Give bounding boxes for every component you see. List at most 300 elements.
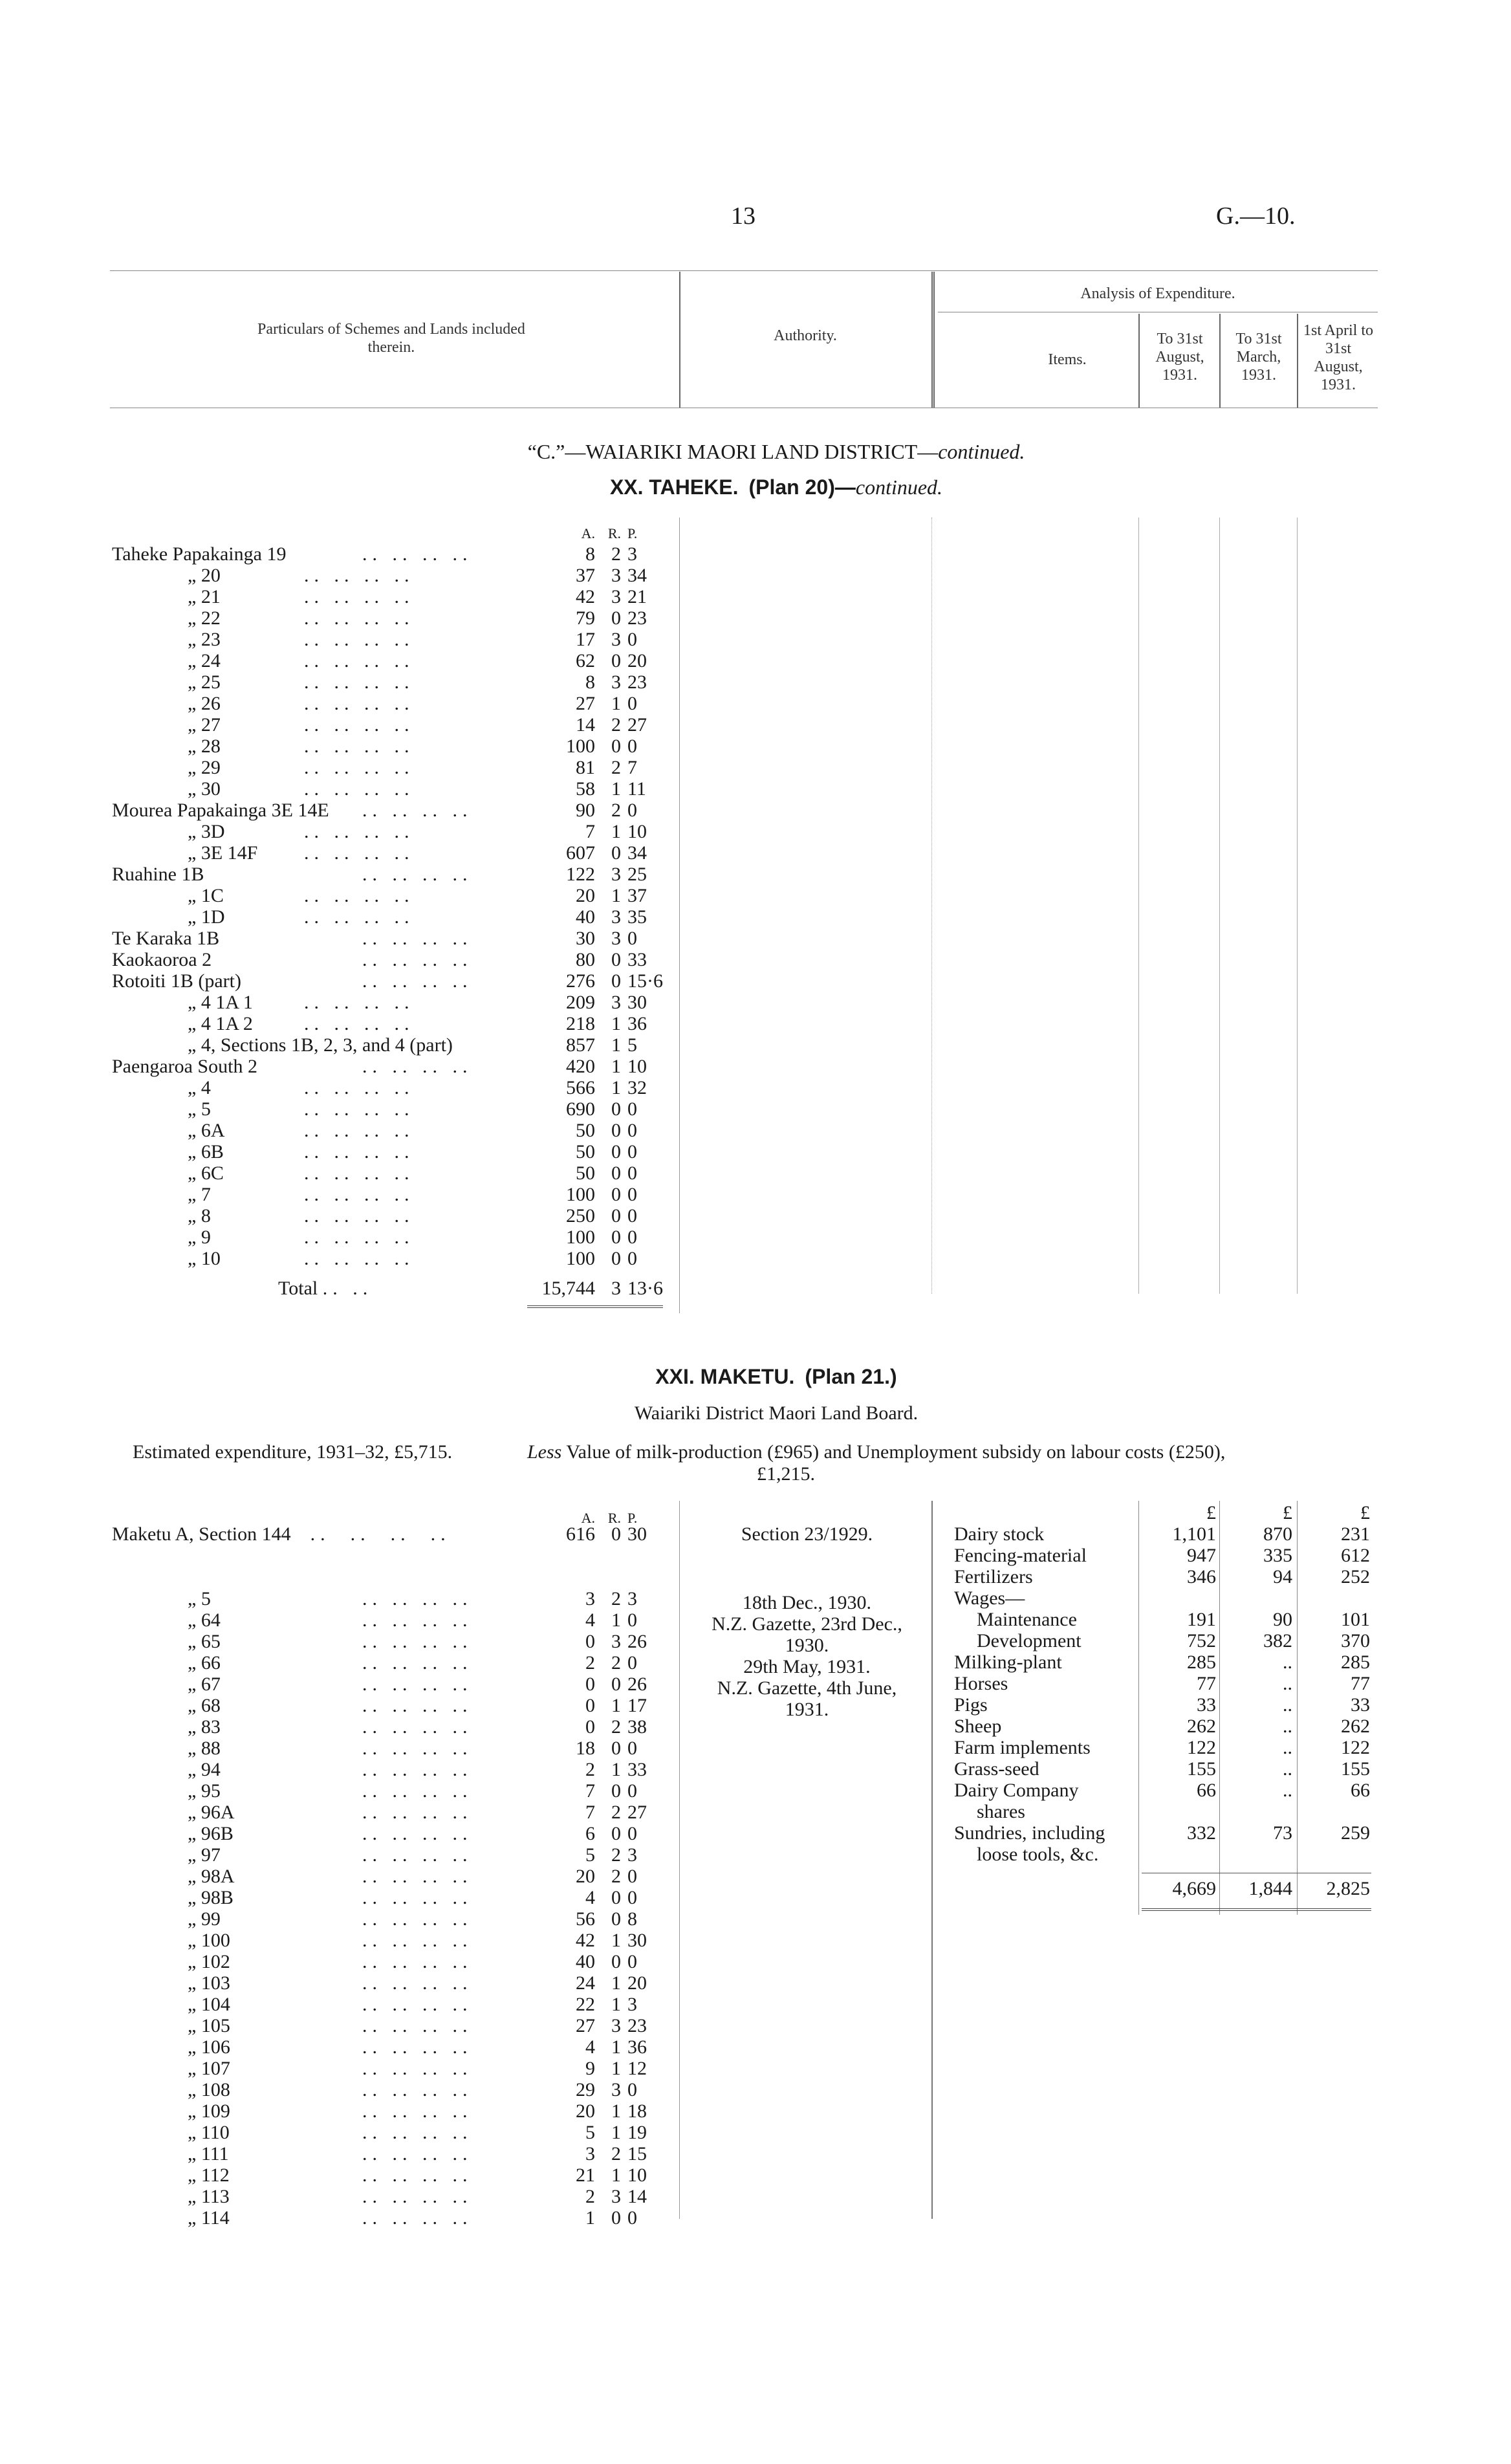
table-cell-roods: 1: [611, 2058, 621, 2079]
table-row-label: „ 64: [188, 1609, 221, 1631]
item-cell-col3: 101: [1341, 1609, 1370, 1630]
table-cell-acres: 420: [566, 1056, 595, 1077]
table-cell-acres: 79: [576, 607, 595, 629]
table-cell-perches: 0: [627, 1823, 637, 1844]
leader-dots: .. .. .. ..: [362, 1844, 473, 1866]
leader-dots: .. .. .. ..: [362, 1674, 473, 1695]
table-cell-acres: 50: [576, 1141, 595, 1162]
item-label: Sundries, including: [954, 1822, 1105, 1844]
table-cell-acres: 100: [566, 1248, 595, 1269]
table-row-label: „ 23: [188, 629, 221, 650]
table-cell-acres: 0: [585, 1631, 595, 1652]
leader-dots: .. .. .. ..: [362, 1972, 473, 1994]
table-cell-roods: 0: [611, 1098, 621, 1120]
maketu-rule-3: [1138, 1501, 1139, 1915]
table-cell-acres: 100: [566, 736, 595, 757]
table-cell-perches: 33: [627, 1759, 647, 1780]
item-cell-col3: 285: [1341, 1652, 1370, 1673]
leader-dots: .. .. .. ..: [362, 1780, 473, 1802]
item-cell-col1: 332: [1187, 1822, 1216, 1844]
maketu-less: Less Value of milk-production (£965) and Unemployment subsidy on labour costs (£250),: [527, 1441, 1226, 1463]
table-cell-perches: 17: [627, 1695, 647, 1716]
table-row-label: „ 1D: [188, 906, 225, 928]
table-row-label: „ 3D: [188, 821, 225, 842]
leader-dots: .. .. .. ..: [304, 1013, 415, 1034]
page-number: 13: [731, 202, 756, 230]
table-cell-roods: 2: [611, 714, 621, 736]
leader-dots: .. .. .. ..: [362, 1588, 473, 1609]
table-cell-acres: 1: [585, 2207, 595, 2229]
taheke-rule-3: [1138, 518, 1139, 1294]
table-cell-roods: 0: [611, 1823, 621, 1844]
leader-dots: .. .. .. ..: [362, 2079, 473, 2100]
table-row-label: „ 107: [188, 2058, 230, 2079]
authority-line: 18th Dec., 1930.: [742, 1592, 872, 1613]
table-row-label: „ 8: [188, 1205, 211, 1227]
item-cell-col1: 262: [1187, 1716, 1216, 1737]
table-cell-roods: 3: [611, 864, 621, 885]
table-row-label: „ 113: [188, 2186, 230, 2207]
items-total-c1: 4,669: [1172, 1878, 1216, 1899]
table-cell-roods: 0: [611, 1780, 621, 1802]
leader-dots: .. .. .. ..: [362, 2058, 473, 2079]
table-cell-acres: 2: [585, 1652, 595, 1674]
item-cell-col3: 122: [1341, 1737, 1370, 1758]
leader-dots: .. .. .. ..: [304, 671, 415, 693]
table-cell-acres: 81: [576, 757, 595, 778]
item-cell-col1: 346: [1187, 1566, 1216, 1587]
header-divider-4: [1219, 314, 1221, 408]
table-cell-acres: 209: [566, 992, 595, 1013]
maketu-first-a: 616: [566, 1523, 595, 1545]
table-cell-acres: 80: [576, 949, 595, 970]
leader-dots: .. .. .. ..: [304, 1227, 415, 1248]
taheke-rule-2: [931, 518, 932, 1294]
table-row-label: „ 83: [188, 1716, 221, 1738]
table-cell-acres: 27: [576, 2015, 595, 2036]
table-row-label: „ 110: [188, 2122, 230, 2143]
table-cell-perches: 23: [627, 2015, 647, 2036]
table-cell-perches: 0: [627, 1120, 637, 1141]
table-row-label: „ 98B: [188, 1887, 234, 1908]
table-row-label: „ 5: [188, 1588, 211, 1609]
item-label: shares: [977, 1801, 1025, 1822]
item-cell-col2: ..: [1283, 1737, 1292, 1758]
table-cell-roods: 0: [611, 1887, 621, 1908]
maketu-rule-1: [679, 1501, 680, 2219]
table-cell-roods: 0: [611, 2207, 621, 2229]
table-cell-perches: 0: [627, 1162, 637, 1184]
table-cell-roods: 2: [611, 1866, 621, 1887]
leader-dots: .. .. .. ..: [304, 906, 415, 928]
table-cell-perches: 0: [627, 1951, 637, 1972]
leader-dots: .. .. .. ..: [304, 992, 415, 1013]
table-cell-perches: 0: [627, 2079, 637, 2100]
table-cell-perches: 33: [627, 949, 647, 970]
leader-dots: .. .. .. ..: [362, 1802, 473, 1823]
table-cell-perches: 0: [627, 1248, 637, 1269]
table-cell-perches: 20: [627, 650, 647, 671]
taheke-total-label: Total .. ..: [278, 1278, 373, 1299]
table-cell-roods: 2: [611, 800, 621, 821]
leader-dots: .. .. .. ..: [362, 864, 473, 885]
table-cell-acres: 2: [585, 1759, 595, 1780]
taheke-rule-5: [1297, 518, 1298, 1294]
table-cell-perches: 3: [627, 543, 637, 565]
table-cell-roods: 3: [611, 586, 621, 607]
table-row-label: „ 114: [188, 2207, 230, 2229]
items-total-c2: 1,844: [1248, 1878, 1292, 1899]
table-cell-roods: 3: [611, 2079, 621, 2100]
table-cell-perches: 12: [627, 2058, 647, 2079]
item-cell-col3: 33: [1351, 1694, 1370, 1716]
leader-dots: .. .. .. ..: [362, 1951, 473, 1972]
authority-line: Section 23/1929.: [741, 1523, 873, 1545]
currency-col1: £: [1206, 1502, 1216, 1523]
table-cell-roods: 2: [611, 2143, 621, 2164]
taheke-rule-1: [679, 518, 680, 1313]
item-cell-col2: ..: [1283, 1673, 1292, 1694]
table-cell-roods: 1: [611, 2122, 621, 2143]
table-cell-perches: 32: [627, 1077, 647, 1098]
maketu-rule-4: [1219, 1501, 1220, 1915]
authority-line: 29th May, 1931.: [743, 1656, 871, 1677]
leader-dots: .. .. .. ..: [362, 949, 473, 970]
table-cell-acres: 250: [566, 1205, 595, 1227]
authority-line: 1930.: [785, 1635, 829, 1656]
table-cell-acres: 857: [566, 1034, 595, 1056]
item-cell-col1: 1,101: [1172, 1523, 1216, 1545]
table-cell-perches: 21: [627, 586, 647, 607]
table-cell-acres: 20: [576, 2100, 595, 2122]
taheke-total-p: 13·6: [627, 1278, 663, 1299]
table-cell-roods: 0: [611, 1738, 621, 1759]
item-cell-col1: 191: [1187, 1609, 1216, 1630]
leader-dots: .. .. .. ..: [304, 885, 415, 906]
table-cell-acres: 42: [576, 586, 595, 607]
table-cell-roods: 0: [611, 1162, 621, 1184]
taheke-col-r: R.: [607, 525, 621, 541]
district-title: “C.”—WAIARIKI MAORI LAND DISTRICT—continued.: [527, 440, 1025, 463]
table-row-label: „ 24: [188, 650, 221, 671]
table-cell-perches: 0: [627, 1184, 637, 1205]
table-cell-roods: 3: [611, 2186, 621, 2207]
table-cell-acres: 122: [566, 864, 595, 885]
item-cell-col2: 382: [1263, 1630, 1292, 1652]
item-cell-col1: 752: [1187, 1630, 1216, 1652]
table-cell-roods: 3: [611, 671, 621, 693]
leader-dots: .. .. .. ..: [304, 714, 415, 736]
leader-dots: .. .. .. ..: [362, 1908, 473, 1930]
table-cell-acres: 3: [585, 2143, 595, 2164]
taheke-total-r: 3: [611, 1278, 621, 1299]
item-label: Fencing-material: [954, 1545, 1087, 1566]
table-cell-roods: 0: [611, 736, 621, 757]
table-cell-roods: 2: [611, 1716, 621, 1738]
leader-dots: .. .. .. ..: [362, 1823, 473, 1844]
table-cell-perches: 0: [627, 1738, 637, 1759]
table-row-label: Te Karaka 1B: [112, 928, 220, 949]
table-row-label: Ruahine 1B: [112, 864, 204, 885]
table-row-label: „ 65: [188, 1631, 221, 1652]
table-cell-acres: 20: [576, 885, 595, 906]
table-cell-roods: 1: [611, 1013, 621, 1034]
table-cell-acres: 18: [576, 1738, 595, 1759]
taheke-col-p: P.: [627, 525, 638, 541]
table-row-label: „ 66: [188, 1652, 221, 1674]
table-cell-roods: 0: [611, 1120, 621, 1141]
header-particulars: Particulars of Schemes and Lands included therein.: [257, 321, 525, 356]
header-divider-2: [931, 272, 935, 408]
table-cell-acres: 0: [585, 1674, 595, 1695]
taheke-total-a: 15,744: [541, 1278, 595, 1299]
table-cell-roods: 1: [611, 693, 621, 714]
leader-dots: .. .. .. ..: [304, 586, 415, 607]
table-cell-perches: 5: [627, 1034, 637, 1056]
header-divider-1: [679, 272, 680, 408]
document-ref: G.—10.: [1216, 202, 1296, 230]
table-cell-roods: 1: [611, 885, 621, 906]
item-label: Dairy Company: [954, 1780, 1079, 1801]
table-cell-perches: 0: [627, 1227, 637, 1248]
table-cell-perches: 36: [627, 2036, 647, 2058]
table-row-label: „ 67: [188, 1674, 221, 1695]
item-cell-col2: 73: [1273, 1822, 1292, 1844]
table-cell-perches: 23: [627, 607, 647, 629]
header-top-rule: [110, 270, 1378, 271]
item-cell-col2: 94: [1273, 1566, 1292, 1587]
leader-dots: .. .. .. ..: [362, 1652, 473, 1674]
item-cell-col2: 335: [1263, 1545, 1292, 1566]
table-cell-roods: 0: [611, 650, 621, 671]
item-cell-col3: 77: [1351, 1673, 1370, 1694]
table-cell-acres: 29: [576, 2079, 595, 2100]
maketu-col-r: R.: [607, 1510, 621, 1526]
item-label: Sheep: [954, 1716, 1002, 1737]
table-row-label: Kaokaoroa 2: [112, 949, 212, 970]
leader-dots: .. .. .. ..: [304, 757, 415, 778]
leader-dots: .. .. .. ..: [362, 1994, 473, 2015]
table-row-label: „ 30: [188, 778, 221, 800]
table-cell-roods: 3: [611, 928, 621, 949]
table-row-label: „ 109: [188, 2100, 230, 2122]
item-cell-col3: 252: [1341, 1566, 1370, 1587]
leader-dots: .. .. .. ..: [362, 2036, 473, 2058]
item-cell-col3: 231: [1341, 1523, 1370, 1545]
table-row-label: „ 4 1A 2: [188, 1013, 253, 1034]
item-cell-col1: 77: [1197, 1673, 1216, 1694]
table-cell-perches: 26: [627, 1631, 647, 1652]
table-cell-roods: 0: [611, 842, 621, 864]
table-cell-perches: 35: [627, 906, 647, 928]
items-total-c3: 2,825: [1326, 1878, 1370, 1899]
table-row-label: „ 20: [188, 565, 221, 586]
table-row-label: „ 97: [188, 1844, 221, 1866]
table-cell-acres: 100: [566, 1184, 595, 1205]
table-cell-roods: 1: [611, 1930, 621, 1951]
table-cell-acres: 20: [576, 1866, 595, 1887]
currency-col2: £: [1283, 1502, 1292, 1523]
maketu-col-p: P.: [627, 1510, 638, 1526]
table-row-label: „ 10: [188, 1248, 221, 1269]
table-cell-perches: 15: [627, 2143, 647, 2164]
table-cell-perches: 36: [627, 1013, 647, 1034]
table-cell-perches: 0: [627, 1609, 637, 1631]
maketu-rule-5: [1297, 1501, 1298, 1915]
table-row-label: „ 28: [188, 736, 221, 757]
leader-dots: .. .. .. ..: [304, 736, 415, 757]
table-cell-perches: 25: [627, 864, 647, 885]
header-analysis: Analysis of Expenditure.: [1080, 285, 1235, 302]
table-cell-acres: 30: [576, 928, 595, 949]
table-cell-roods: 0: [611, 970, 621, 992]
table-cell-acres: 40: [576, 1951, 595, 1972]
table-cell-acres: 0: [585, 1695, 595, 1716]
table-cell-perches: 37: [627, 885, 647, 906]
item-cell-col2: ..: [1283, 1716, 1292, 1737]
table-row-label: „ 98A: [188, 1866, 235, 1887]
leader-dots: .. .. .. ..: [362, 2015, 473, 2036]
table-cell-roods: 1: [611, 1994, 621, 2015]
table-cell-acres: 62: [576, 650, 595, 671]
table-cell-perches: 38: [627, 1716, 647, 1738]
item-cell-col2: ..: [1283, 1758, 1292, 1780]
table-cell-perches: 23: [627, 671, 647, 693]
table-row-label: „ 4, Sections 1B, 2, 3, and 4 (part): [188, 1034, 453, 1056]
items-total-bottom-rule: [1142, 1908, 1371, 1911]
authority-line: N.Z. Gazette, 23rd Dec.,: [712, 1613, 902, 1635]
item-label: Horses: [954, 1673, 1008, 1694]
table-row-label: „ 3E 14F: [188, 842, 258, 864]
item-label: Grass-seed: [954, 1758, 1039, 1780]
leader-dots: .. .. .. ..: [304, 842, 415, 864]
item-cell-col1: 155: [1187, 1758, 1216, 1780]
table-row-label: „ 27: [188, 714, 221, 736]
table-cell-acres: 100: [566, 1227, 595, 1248]
table-row-label: „ 29: [188, 757, 221, 778]
table-cell-acres: 607: [566, 842, 595, 864]
table-row-label: „ 108: [188, 2079, 230, 2100]
item-label: Fertilizers: [954, 1566, 1033, 1587]
table-row-label: „ 111: [188, 2143, 229, 2164]
leader-dots: .. .. .. ..: [362, 1759, 473, 1780]
table-cell-acres: 9: [585, 2058, 595, 2079]
table-cell-perches: 34: [627, 565, 647, 586]
table-cell-roods: 3: [611, 992, 621, 1013]
item-cell-col2: 90: [1273, 1609, 1292, 1630]
header-items: Items.: [1048, 351, 1087, 368]
table-cell-perches: 0: [627, 2207, 637, 2229]
table-cell-acres: 218: [566, 1013, 595, 1034]
table-cell-roods: 0: [611, 1184, 621, 1205]
table-cell-perches: 20: [627, 1972, 647, 1994]
leader-dots: .. .. .. ..: [362, 543, 473, 565]
maketu-first-row: Maketu A, Section 144 .. .. .. ..: [112, 1523, 451, 1545]
taheke-title: XX. TAHEKE. (Plan 20)—continued.: [609, 475, 943, 499]
leader-dots: .. .. .. ..: [304, 1248, 415, 1269]
taheke-total-rule: [527, 1305, 663, 1308]
table-cell-acres: 4: [585, 1609, 595, 1631]
leader-dots: .. .. .. ..: [362, 2164, 473, 2186]
authority-line: 1931.: [785, 1699, 829, 1720]
leader-dots: .. .. .. ..: [362, 1631, 473, 1652]
table-row-label: „ 96A: [188, 1802, 235, 1823]
leader-dots: .. .. .. ..: [304, 629, 415, 650]
item-label: Wages—: [954, 1587, 1025, 1609]
leader-dots: .. .. .. ..: [362, 800, 473, 821]
table-cell-roods: 1: [611, 1972, 621, 1994]
item-label: loose tools, &c.: [977, 1844, 1099, 1865]
leader-dots: .. .. .. ..: [304, 1077, 415, 1098]
table-row-label: Taheke Papakainga 19: [112, 543, 287, 565]
table-row-label: „ 6B: [188, 1141, 224, 1162]
item-label: Dairy stock: [954, 1523, 1045, 1545]
table-cell-acres: 5: [585, 2122, 595, 2143]
table-cell-roods: 0: [611, 1951, 621, 1972]
leader-dots: .. .. .. ..: [362, 1716, 473, 1738]
table-cell-roods: 1: [611, 1609, 621, 1631]
leader-dots: .. .. .. ..: [304, 650, 415, 671]
taheke-col-a: A.: [581, 525, 595, 541]
table-row-label: „ 22: [188, 607, 221, 629]
table-cell-perches: 30: [627, 992, 647, 1013]
header-divider-3: [1138, 314, 1140, 408]
table-cell-perches: 3: [627, 1588, 637, 1609]
table-row-label: „ 88: [188, 1738, 221, 1759]
table-cell-acres: 58: [576, 778, 595, 800]
authority-line: N.Z. Gazette, 4th June,: [717, 1677, 897, 1699]
table-cell-acres: 3: [585, 1588, 595, 1609]
table-cell-roods: 1: [611, 1056, 621, 1077]
leader-dots: .. .. .. ..: [362, 928, 473, 949]
maketu-less-total: £1,215.: [757, 1463, 815, 1485]
leader-dots: .. .. .. ..: [304, 778, 415, 800]
table-cell-roods: 0: [611, 1141, 621, 1162]
table-cell-roods: 0: [611, 949, 621, 970]
item-cell-col3: 155: [1341, 1758, 1370, 1780]
table-cell-perches: 11: [627, 778, 646, 800]
leader-dots: .. .. .. ..: [362, 2143, 473, 2164]
table-cell-acres: 17: [576, 629, 595, 650]
table-cell-perches: 0: [627, 1205, 637, 1227]
leader-dots: .. .. .. ..: [362, 1609, 473, 1631]
table-cell-perches: 18: [627, 2100, 647, 2122]
leader-dots: .. .. .. ..: [362, 970, 473, 992]
maketu-board: Waiariki District Maori Land Board.: [634, 1402, 919, 1424]
item-label: Pigs: [954, 1694, 988, 1716]
table-cell-acres: 50: [576, 1162, 595, 1184]
header-divider-5: [1297, 314, 1298, 408]
table-cell-perches: 27: [627, 1802, 647, 1823]
table-cell-roods: 2: [611, 1652, 621, 1674]
table-row-label: „ 102: [188, 1951, 230, 1972]
table-cell-perches: 10: [627, 2164, 647, 2186]
table-cell-roods: 0: [611, 1227, 621, 1248]
table-row-label: „ 6C: [188, 1162, 224, 1184]
table-cell-acres: 5: [585, 1844, 595, 1866]
leader-dots: .. .. .. ..: [304, 1098, 415, 1120]
maketu-estimate: Estimated expenditure, 1931–32, £5,715.: [133, 1441, 453, 1463]
table-cell-acres: 4: [585, 1887, 595, 1908]
table-cell-acres: 7: [585, 1802, 595, 1823]
leader-dots: .. .. .. ..: [304, 1141, 415, 1162]
table-cell-perches: 10: [627, 1056, 647, 1077]
table-cell-perches: 30: [627, 1930, 647, 1951]
table-cell-perches: 0: [627, 629, 637, 650]
table-cell-perches: 19: [627, 2122, 647, 2143]
table-row-label: „ 6A: [188, 1120, 225, 1141]
leader-dots: .. .. .. ..: [362, 1930, 473, 1951]
